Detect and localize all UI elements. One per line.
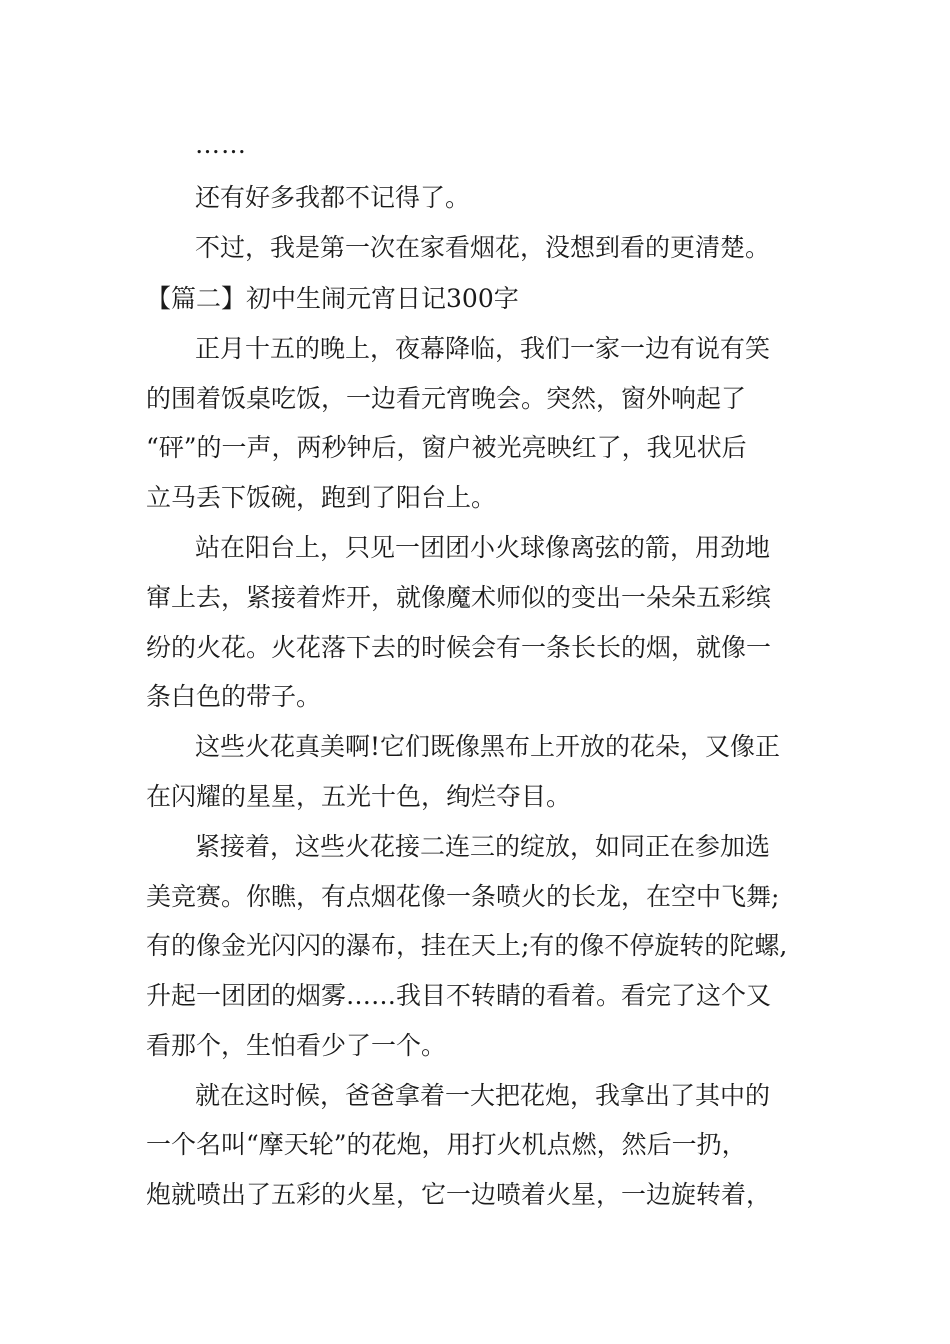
text-line: 炮就喷出了五彩的火星，它一边喷着火星，一边旋转着， [146,1180,772,1209]
text-line: 看那个，生怕看少了一个。 [146,1031,447,1060]
text-line: 条白色的带子。 [146,682,322,711]
text-line: 这些火花真美啊!它们既像黑布上开放的花朵，又像正 [195,732,781,761]
text-line: 美竞赛。你瞧，有点烟花像一条喷火的长龙，在空中飞舞; [146,882,780,911]
text-line: 站在阳台上，只见一团团小火球像离弦的箭，用劲地 [195,533,771,562]
text-line: 正月十五的晚上，夜幕降临，我们一家一边有说有笑 [195,334,771,363]
text-line: …… [195,130,247,159]
text-line: 立马丢下饭碗，跑到了阳台上。 [146,483,497,512]
text-line: 一个名叫“摩天轮”的花炮，用打火机点燃，然后一扔， [146,1130,747,1159]
text-line: 纷的火花。火花落下去的时候会有一条长长的烟，就像一 [146,633,772,662]
text-line: 紧接着，这些火花接二连三的绽放，如同正在参加选 [195,832,771,861]
text-line: “砰”的一声，两秒钟后，窗户被光亮映红了，我见状后 [146,433,747,462]
text-line: 就在这时候，爸爸拿着一大把花炮，我拿出了其中的 [195,1081,771,1110]
text-line: 还有好多我都不记得了。 [195,183,471,212]
text-line: 升起一团团的烟雾……我目不转睛的看着。看完了这个又 [146,981,772,1010]
text-line: 窜上去，紧接着炸开，就像魔术师似的变出一朵朵五彩缤 [146,583,772,612]
text-line: 不过，我是第一次在家看烟花，没想到看的更清楚。 [195,233,771,262]
section-heading: 【篇二】初中生闹元宵日记300字 [146,284,519,313]
text-line: 在闪耀的星星，五光十色，绚烂夺目。 [146,782,572,811]
text-line: 的围着饭桌吃饭，一边看元宵晚会。突然，窗外响起了 [146,384,747,413]
text-line: 有的像金光闪闪的瀑布，挂在天上;有的像不停旋转的陀螺, [146,931,788,960]
